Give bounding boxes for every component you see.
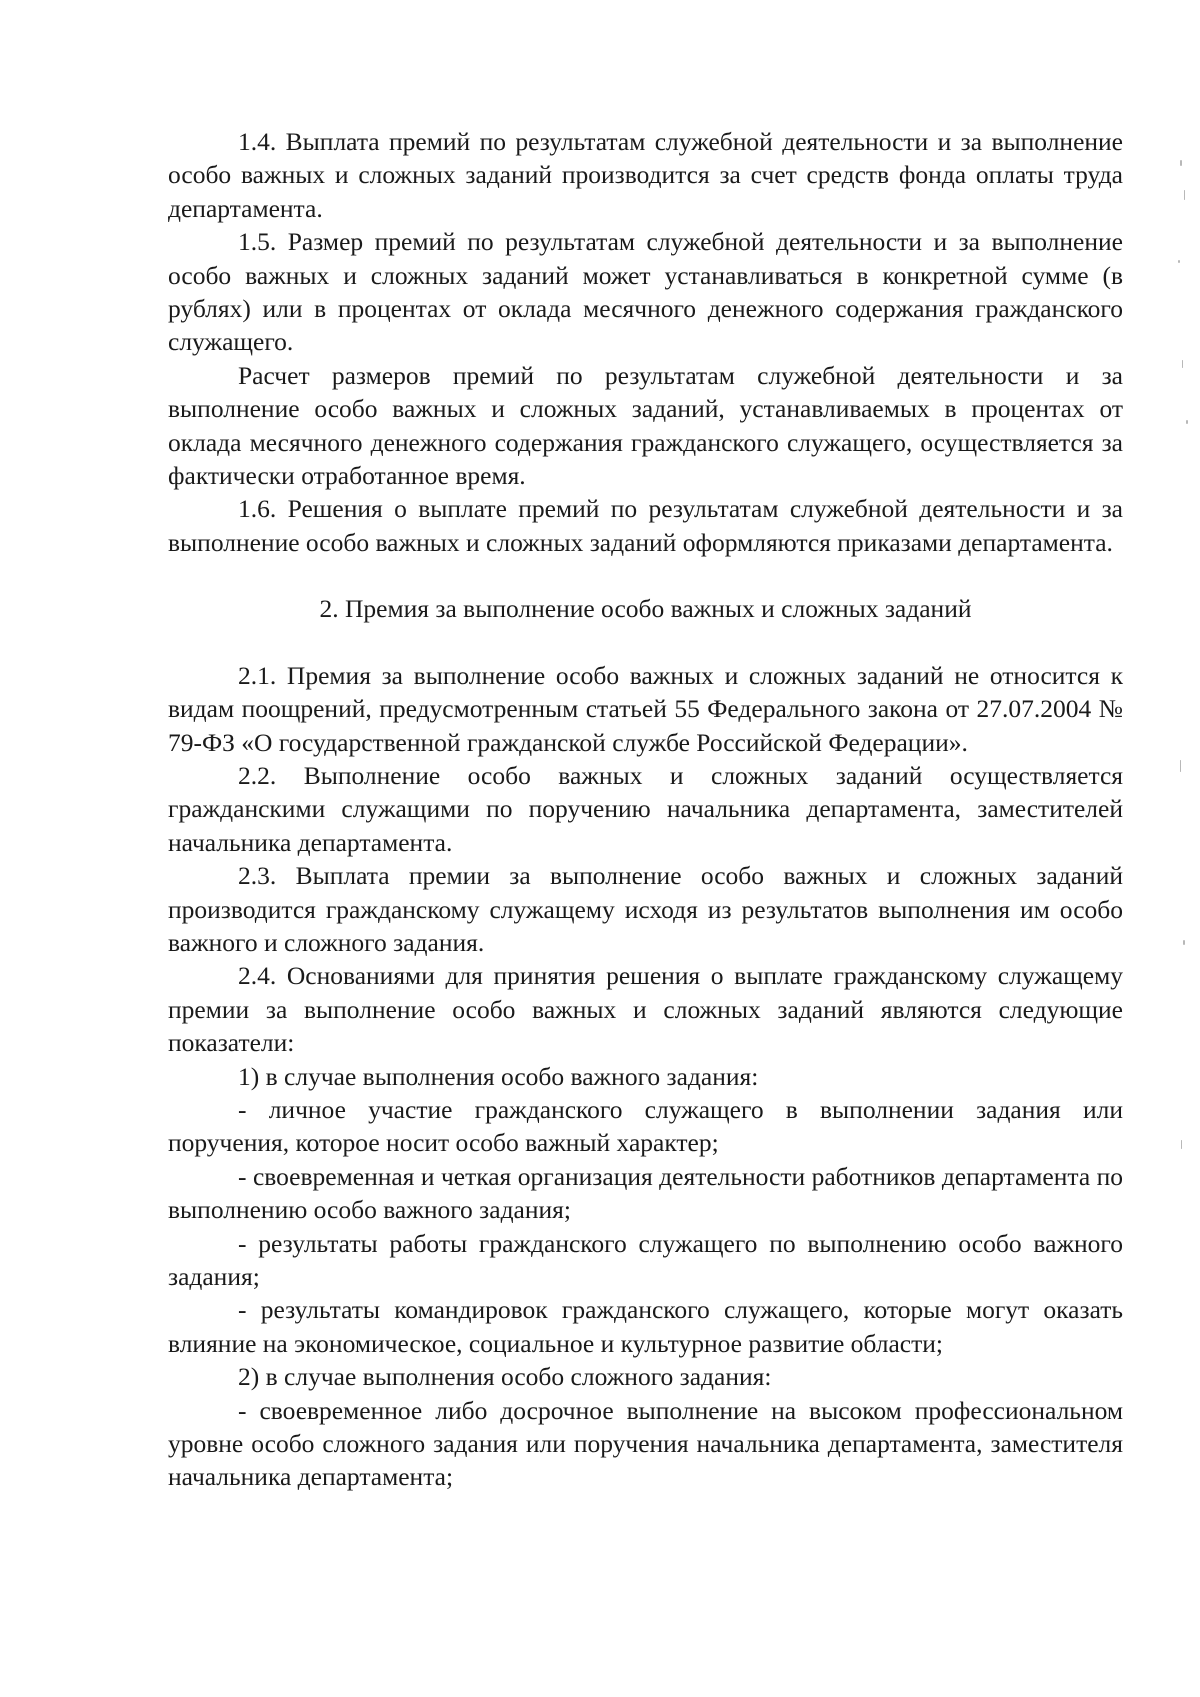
scan-speck — [1180, 160, 1182, 166]
list-item-organization: - своевременная и четкая организация деятельности работников департамента по выполнению особо важного задания; — [168, 1161, 1123, 1225]
document-body — [168, 125, 1123, 1494]
paragraph-2-1: 2.1. Премия за выполнение особо важных и сложных заданий не относится к видам поощрений, предусмотренным статьей 55 Федерального закона от 27.07.2004 № 79-ФЗ «О государственной гражданской службе Российской Федерации». — [168, 660, 1123, 757]
list-item-work-results: - результаты работы гражданского служащего по выполнению особо важного задания; — [168, 1228, 1123, 1291]
paragraph-2-4: 2.4. Основаниями для принятия решения о выплате гражданскому служащему премии за выполнение особо важных и сложных заданий являются следующие показатели: — [168, 961, 1123, 1058]
list-item-personal-participation: - личное участие гражданского служащего в выполнении задания или поручения, которое носит особо важный характер; — [168, 1094, 1123, 1158]
scan-artifacts — [1120, 120, 1200, 1320]
paragraph-1-6: 1.6. Решения о выплате премий по результатам служебной деятельности и за выполнение особо важных и сложных заданий оформляются приказами департамента. — [168, 494, 1123, 557]
paragraph-1-5: 1.5. Размер премий по результатам служебной деятельности и за выполнение особо важных и сложных заданий может устанавливаться в конкретной сумме (в рублях) или в процентах от оклада месячного денежного содержания гражданского служащего. — [168, 227, 1123, 357]
scan-speck — [1178, 260, 1180, 263]
list-item-timely-execution: - своевременное либо досрочное выполнение на высоком профессиональном уровне особо сложного задания или поручения начальника департамента, заместителя начальника департамента; — [168, 1395, 1123, 1492]
section-heading: 2. Премия за выполнение особо важных и сложных заданий — [319, 594, 972, 624]
list-item-business-trips: - результаты командировок гражданского служащего, которые могут оказать влияние на экономическое, социальное и культурное развитие области; — [168, 1295, 1123, 1358]
paragraph-1-4: 1.4. Выплата премий по результатам служебной деятельности и за выполнение особо важных и сложных заданий производится за счет средств фонда оплаты труда департамента. — [168, 127, 1123, 223]
scan-speck — [1184, 190, 1185, 200]
scan-speck — [1180, 760, 1181, 772]
paragraph-2-2: 2.2. Выполнение особо важных и сложных заданий осуществляется гражданскими служащими по поручению начальника департамента, заместителей начальника департамента. — [168, 760, 1123, 857]
scan-speck — [1181, 1140, 1182, 1149]
list-item-case-2: 2) в случае выполнения особо сложного задания: — [238, 1362, 772, 1392]
list-item-case-1: 1) в случае выполнения особо важного задания: — [238, 1061, 759, 1091]
scan-speck — [1186, 420, 1188, 424]
scan-speck — [1182, 360, 1183, 368]
paragraph-calculation: Расчет размеров премий по результатам служебной деятельности и за выполнение особо важных и сложных заданий, устанавливаемых в процентах от оклада месячного денежного содержания гражданского служащего, осуществляется за фактически отработанное время. — [168, 360, 1123, 491]
scan-speck — [1183, 940, 1185, 945]
paragraph-2-3: 2.3. Выплата премии за выполнение особо важных и сложных заданий производится гражданскому служащему исходя из результатов выполнения им особо важного и сложного задания. — [168, 861, 1123, 957]
